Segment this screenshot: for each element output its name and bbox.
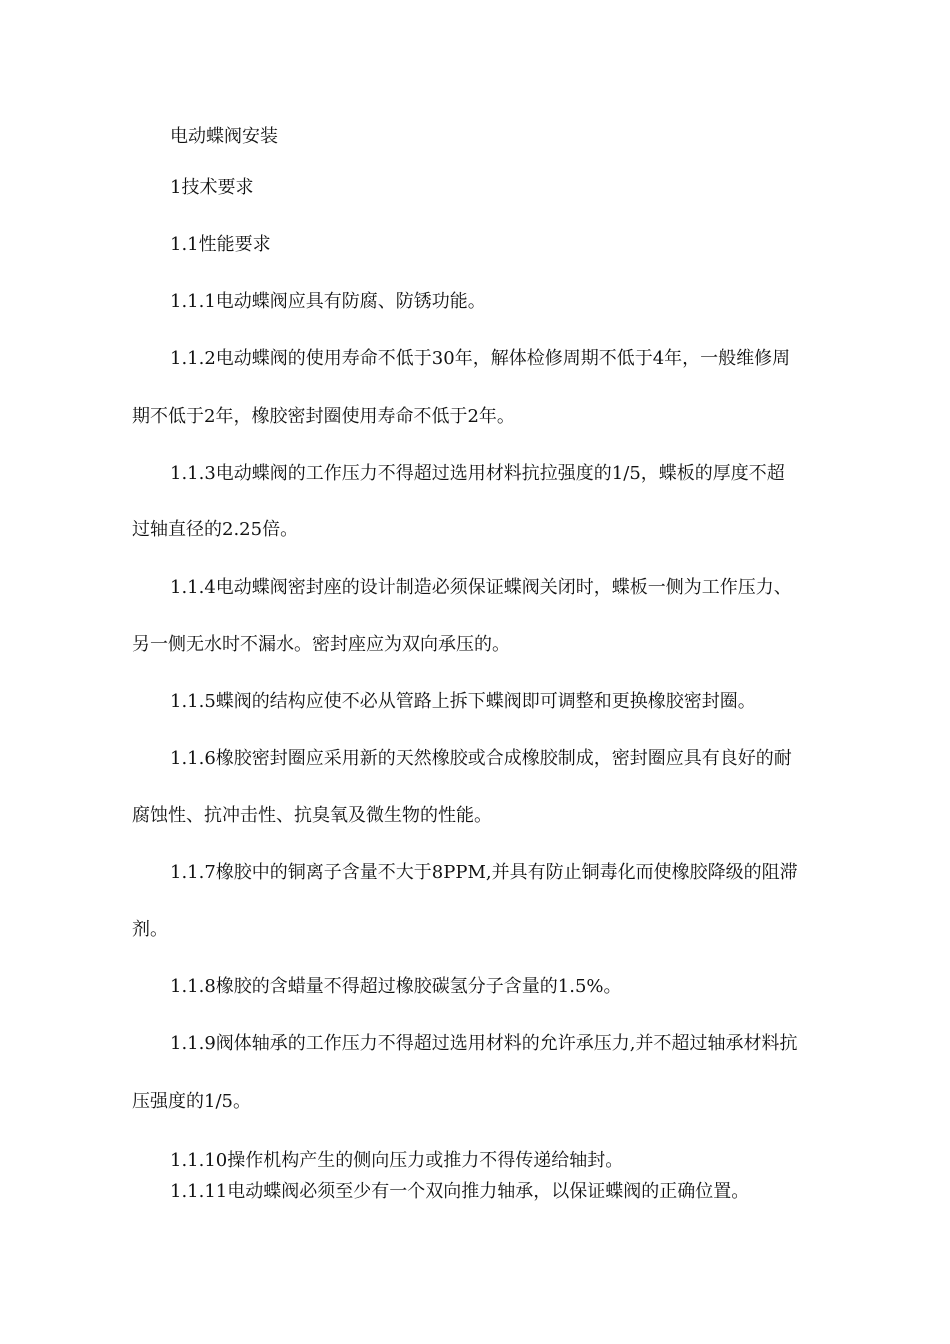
paragraph-1-1-2-line-2: 期不低于2年，橡胶密封圈使用寿命不低于2年。 [132, 406, 515, 427]
paragraph-1-1-7-line-1: 1.1.7橡胶中的铜离子含量不大于8PPM,并具有防止铜毒化而使橡胶降级的阻滞 [170, 862, 798, 883]
paragraph-1-1-11: 1.1.11电动蝶阀必须至少有一个双向推力轴承，以保证蝶阀的正确位置。 [170, 1181, 750, 1202]
paragraph-1-1-9-line-2: 压强度的1/5。 [132, 1091, 251, 1112]
paragraph-1-1-1: 1.1.1电动蝶阀应具有防腐、防锈功能。 [170, 291, 486, 312]
paragraph-1-1-9-line-1: 1.1.9阀体轴承的工作压力不得超过选用材料的允许承压力,并不超过轴承材料抗 [170, 1033, 798, 1054]
paragraph-1-1-3-line-1: 1.1.3电动蝶阀的工作压力不得超过选用材料抗拉强度的1/5，蝶板的厚度不超 [170, 463, 785, 484]
paragraph-1-1-8: 1.1.8橡胶的含蜡量不得超过橡胶碳氢分子含量的1.5%。 [170, 976, 622, 997]
paragraph-1-1-2-line-1: 1.1.2电动蝶阀的使用寿命不低于30年，解体检修周期不低于4年，一般维修周 [170, 348, 791, 369]
section-heading-1-1: 1.1性能要求 [170, 234, 271, 255]
paragraph-1-1-5: 1.1.5蝶阀的结构应使不必从管路上拆下蝶阀即可调整和更换橡胶密封圈。 [170, 691, 756, 712]
paragraph-1-1-10: 1.1.10操作机构产生的侧向压力或推力不得传递给轴封。 [170, 1150, 624, 1171]
paragraph-1-1-6-line-1: 1.1.6橡胶密封圈应采用新的天然橡胶或合成橡胶制成，密封圈应具有良好的耐 [170, 748, 792, 769]
section-heading-1: 1技术要求 [170, 177, 254, 198]
paragraph-1-1-4-line-2: 另一侧无水时不漏水。密封座应为双向承压的。 [132, 634, 510, 655]
paragraph-1-1-3-line-2: 过轴直径的2.25倍。 [132, 519, 299, 540]
document-title: 电动蝶阀安装 [170, 126, 278, 147]
paragraph-1-1-4-line-1: 1.1.4电动蝶阀密封座的设计制造必须保证蝶阀关闭时，蝶板一侧为工作压力、 [170, 577, 792, 598]
paragraph-1-1-6-line-2: 腐蚀性、抗冲击性、抗臭氧及微生物的性能。 [132, 805, 492, 826]
paragraph-1-1-7-line-2: 剂。 [132, 919, 168, 940]
